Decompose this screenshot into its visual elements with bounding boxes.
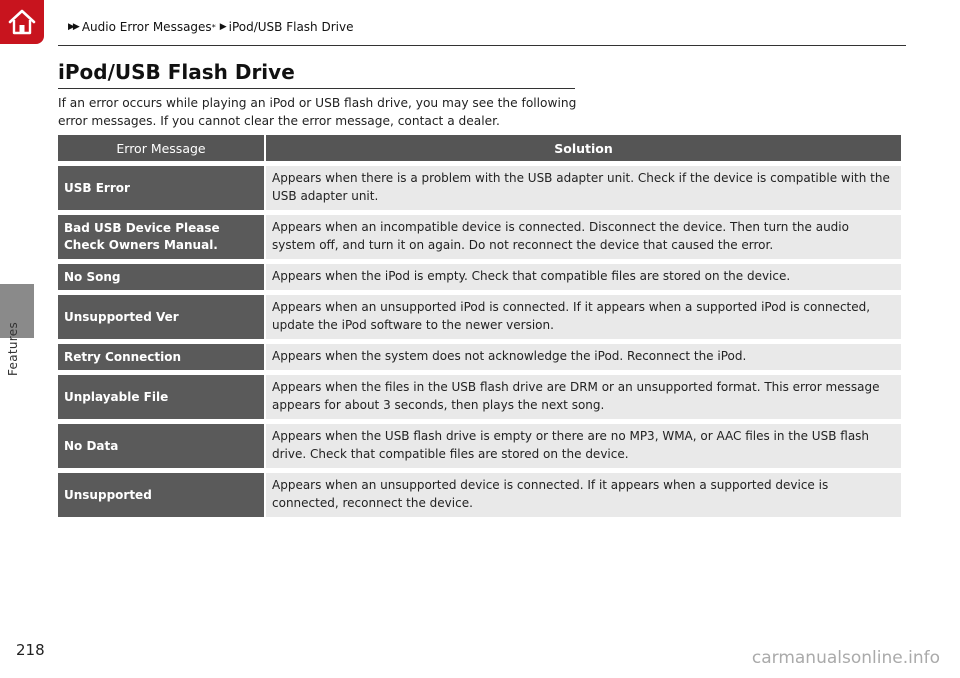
- solution-cell: Appears when there is a problem with the USB adapter unit. Check if the device is compatible with the USB adapter unit.: [266, 166, 901, 210]
- error-message-cell: Unsupported Ver: [58, 295, 264, 339]
- error-message-cell: Unplayable File: [58, 375, 264, 419]
- arrow-icon: ▶: [219, 22, 225, 32]
- page-title: iPod/USB Flash Drive: [58, 60, 295, 84]
- breadcrumb: [68, 20, 353, 34]
- side-tab-label: Features: [6, 322, 20, 376]
- error-message-table: [58, 135, 901, 522]
- error-message-cell: Retry Connection: [58, 344, 264, 370]
- solution-cell: Appears when the files in the USB flash drive are DRM or an unsupported format. This error message appears for about 3 seconds, then plays the next song.: [266, 375, 901, 419]
- title-divider: [58, 88, 575, 89]
- table-row: [58, 375, 901, 419]
- table-row: [58, 424, 901, 468]
- solution-cell: Appears when the system does not acknowledge the iPod. Reconnect the iPod.: [266, 344, 901, 370]
- watermark: carmanualsonline.info: [751, 648, 940, 668]
- intro-text: If an error occurs while playing an iPod or USB flash drive, you may see the following error messages. If you cannot clear the error message, contact a dealer.: [58, 96, 577, 128]
- solution-cell: Appears when the USB flash drive is empty or there are no MP3, WMA, or AAC files in the USB flash drive. Check that compatible files are stored on the device.: [266, 424, 901, 468]
- error-message-cell: USB Error: [58, 166, 264, 210]
- breadcrumb-current: iPod/USB Flash Drive: [228, 20, 354, 34]
- solution-cell: Appears when an incompatible device is connected. Disconnect the device. Then turn the audio system off, and turn it on again. Do not reconnect the device that caused the error.: [266, 215, 901, 259]
- table-row: [58, 215, 901, 259]
- solution-cell: Appears when an unsupported device is connected. If it appears when a supported device is connected, reconnect the device.: [266, 473, 901, 517]
- breadcrumb-parent[interactable]: Audio Error Messages: [81, 20, 212, 34]
- table-row: [58, 295, 901, 339]
- table-header: [58, 135, 901, 161]
- table-row: [58, 166, 901, 210]
- error-message-cell: Bad USB Device Please Check Owners Manual.: [58, 215, 264, 259]
- header-error-message: Error Message: [58, 135, 264, 161]
- table-row: [58, 473, 901, 517]
- page-number: 218: [16, 641, 45, 659]
- error-message-cell: Unsupported: [58, 473, 264, 517]
- header-solution: Solution: [266, 135, 901, 161]
- table-row: [58, 344, 901, 370]
- table-row: [58, 264, 901, 290]
- home-button[interactable]: [0, 0, 44, 44]
- double-arrow-icon: ▶▶: [68, 22, 78, 32]
- solution-cell: Appears when an unsupported iPod is connected. If it appears when a supported iPod is connected, update the iPod software to the newer version.: [266, 295, 901, 339]
- home-icon: [7, 8, 37, 36]
- error-message-cell: No Data: [58, 424, 264, 468]
- solution-cell: Appears when the iPod is empty. Check that compatible files are stored on the device.: [266, 264, 901, 290]
- header-divider: [58, 45, 906, 46]
- breadcrumb-marker: *: [211, 22, 216, 32]
- error-message-cell: No Song: [58, 264, 264, 290]
